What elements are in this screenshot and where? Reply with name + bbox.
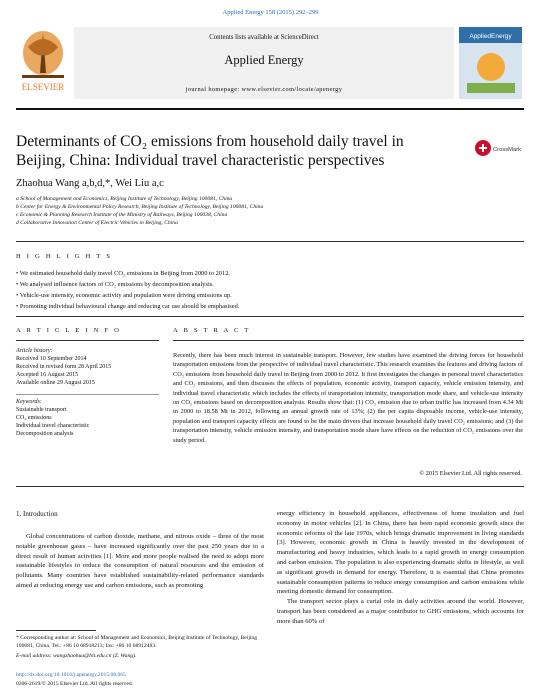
highlights-rule: [16, 241, 524, 242]
introduction-heading: 1. Introduction: [16, 510, 58, 518]
affiliation-c: c Economic & Planning Research Institute of the Ministry of Railways, Beijing 100038, China: [16, 212, 228, 218]
issn-line: 0306-2619/© 2015 Elsevier Ltd. All rights reserved.: [16, 681, 134, 687]
keyword-item: Sustainable transport: [16, 407, 67, 413]
abstract-rule: [173, 340, 524, 341]
article-info-rule: [16, 340, 159, 341]
journal-reference[interactable]: Applied Energy 158 (2015) 292–299: [222, 9, 319, 16]
highlights-end-rule: [16, 316, 524, 317]
doi-link[interactable]: http://dx.doi.org/10.1016/j.apenergy.2015.08.065: [16, 672, 126, 678]
article-title: Determinants of CO₂ emissions from household daily travel in Beijing, China: Individual travel characteristic perspectives: [16, 133, 404, 169]
highlight-item: • Promoting individual behavioural change and reducing car use should be emphasised.: [16, 303, 240, 310]
keyword-item: Individual travel characteristic: [16, 423, 90, 429]
article-info-heading: A R T I C L E I N F O: [16, 327, 122, 334]
contents-line[interactable]: Contents lists available at ScienceDirect: [209, 34, 319, 41]
journal-homepage[interactable]: journal homepage: www.elsevier.com/locate/apenergy: [185, 86, 343, 93]
affiliation-b: b Center for Energy & Environmental Policy Research, Beijing Institute of Technology, Beijing 100081, China: [16, 204, 264, 210]
history-accepted: Accepted 16 August 2015: [16, 372, 79, 378]
abstract-body: Recently, there has been much interest in sustainable transport. However, few studies have examined the driving forces for household transportation emissions from the perspective of individual travel characteristic. This research examines the features and driving factors of CO₂ emissions from household daily travel in Beijing from 2000 to 2012. It first investigates the changes in personal travel characteristics and CO₂ emissions, and then discusses the effects of population, economic activity, transport capacity, vehicle emission intensity, and individual travel characteristic which includes the effects of transportation intensity, transportation mode share, and vehicle-use intensity on CO₂ emissions based on decomposition analysis. Results show that: (1) CO₂ emission due to urban traffic has increased from 4.34 Mt in 2000 to 18.58 Mt in 2012, following an annual growth rate of 13%; (2) the per capita disposable income, vehicle-use intensity, population and transport capacity effects are found to be the main drivers that increase household daily travel CO₂ emissions; and (3) the transportation intensity, vehicle emission intensity, and transportation mode share have effects on the reduction of CO₂ emissions over the study period.: [173, 352, 523, 444]
introduction-left-column: [16, 532, 264, 591]
keywords-rule: [16, 394, 159, 395]
keyword-item: CO₂ emissions: [16, 415, 52, 421]
journal-name: Applied Energy: [224, 53, 304, 67]
author-email[interactable]: E-mail address: wangzhaohua@bit.edu.cn (Z. Wang).: [16, 653, 137, 659]
affiliation-d: d Collaborative Innovation Center of Electric Vehicles in Beijing, China: [16, 220, 178, 226]
article-history-label: Article history:: [16, 348, 53, 354]
intro-paragraph: energy efficiency in household appliances, effectiveness of home insulation and fuel economy in motor vehicles [2]. In China, there has been rapid economic growth since the economic reforms of the late 1970s, which brings dramatic improvement in living standards [3]. However, economic growth in China is heavily invested in the development of manufacturing and heavy industries, which leads to a rapid growth in energy consumption and carbon emission. The population is also experiencing dramatic shifts in lifestyle, as well as significant growth in demand for energy. Therefore, it is essential that China promotes sustainable consumption patterns to reduce energy consumption and carbon emissions while meeting domestic demand for consumption.: [277, 510, 524, 596]
keyword-item: Decomposition analysis: [16, 431, 74, 437]
highlights-heading: H I G H L I G H T S: [16, 253, 113, 260]
intro-paragraph: Global concentrations of carbon dioxide, methane, and nitrous oxide – three of the most notable greenhouse gases – have increased significantly over the past 250 years due to a direct result of human activities [1]. More and more people realised the need to adopt more sustainable lifestyles to reduce the consumption of natural resources and the emission of pollutants. Many countries have established sustainability-related performance standards aimed at reducing energy use and carbon emissions, such as promoting: [16, 533, 264, 589]
cover-title: AppliedEnergy: [469, 33, 512, 40]
history-revised: Received in revised form 28 April 2015: [16, 364, 112, 370]
history-online: Available online 29 August 2015: [16, 380, 95, 386]
abstract-heading: A B S T R A C T: [173, 327, 251, 334]
highlight-item: • We analysed influence factors of CO₂ emissions by decomposition analysis.: [16, 281, 214, 288]
keywords-label: Keywords:: [16, 399, 42, 405]
corresponding-author-footnote: * Corresponding author at: School of Management and Economics, Beijing Institute of Technology, Beijing 100081, China. Tel.: +86 10 68918213; fax: +86 10 68912483.: [16, 635, 258, 649]
elsevier-logo: [16, 27, 70, 99]
introduction-right-column: [277, 509, 524, 627]
history-received: Received 10 September 2014: [16, 356, 87, 362]
footnote-rule: [16, 630, 96, 631]
publisher-name: ELSEVIER: [21, 82, 65, 92]
author-list[interactable]: Zhaohua Wang a,b,d,*, Wei Liu a,c: [16, 178, 164, 189]
abstract-copyright: © 2015 Elsevier Ltd. All rights reserved.: [419, 470, 522, 477]
crossmark-badge[interactable]: [473, 137, 521, 159]
abstract-end-rule: [16, 486, 524, 487]
header-divider: [16, 108, 524, 110]
intro-paragraph: The transport sector plays a curial role in daily activities around the world. However, transport has been considered as a major contributor to GHG emissions, which accounts for more than 60% of: [277, 598, 524, 625]
highlight-item: • We estimated household daily travel CO₂ emissions in Beijing from 2000 to 2012.: [16, 270, 230, 277]
affiliation-a: a School of Management and Economics, Beijing Institute of Technology, Beijing 100081, China: [16, 196, 233, 202]
highlight-item: • Vehicle-use intensity, economic activity and population were driving emissions up.: [16, 292, 232, 299]
crossmark-label: CrossMark: [493, 147, 521, 153]
journal-cover-image: [459, 27, 522, 99]
